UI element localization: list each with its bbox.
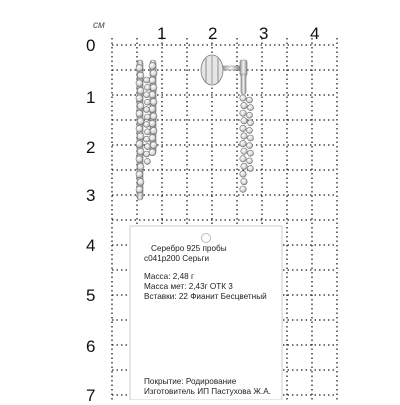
top-scale-3: 3 [259, 24, 269, 43]
left-scale-1: 1 [86, 88, 96, 107]
left-scale-6: 6 [86, 337, 96, 356]
top-scale-1: 1 [157, 24, 167, 43]
left-scale-7: 7 [86, 386, 96, 405]
tag-manufacturer: Изготовитель ИП Пастухова Ж.А. [144, 387, 271, 396]
tag-weight: Масса: 2,48 г [144, 272, 194, 281]
left-scale-5: 5 [86, 286, 96, 305]
tag-metal: Серебро 925 пробы [151, 244, 227, 253]
top-scale-2: 2 [208, 24, 218, 43]
left-scale-2: 2 [86, 138, 96, 157]
tag-metal-weight: Масса мет: 2,43г ОТК 3 [144, 282, 233, 291]
left-scale-0: 0 [86, 36, 96, 55]
tag-article: с041р200 Серьги [144, 254, 210, 263]
top-scale-4: 4 [310, 24, 320, 43]
left-scale-4: 4 [86, 236, 96, 255]
tag-inserts: Вставки: 22 Фианит Бесцветный [144, 292, 267, 301]
left-scale-3: 3 [86, 186, 96, 205]
scale-unit-label: см [93, 20, 105, 31]
tag-coating: Покрытие: Родирование [144, 377, 237, 386]
